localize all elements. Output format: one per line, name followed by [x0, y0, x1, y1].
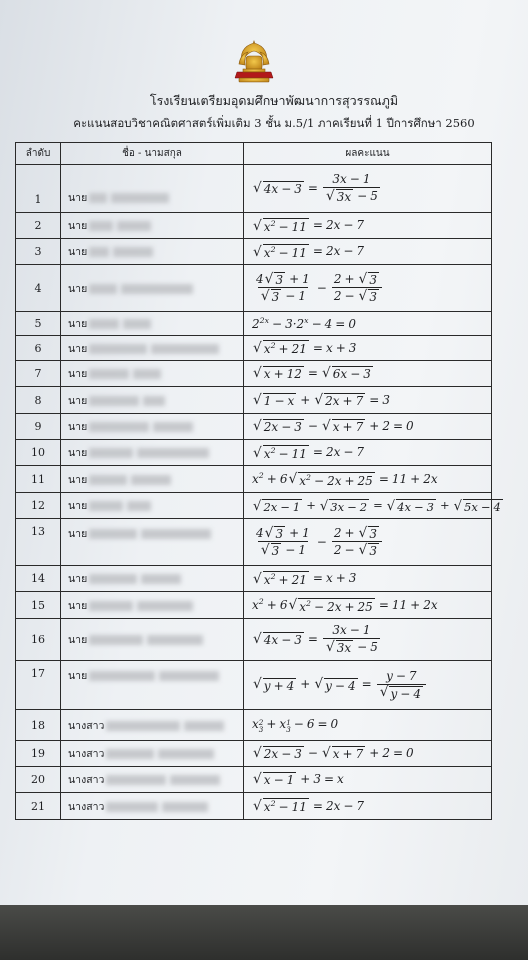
redacted-name-block [170, 775, 220, 785]
score-equation: √ 2x − 1 + √ 3x − 2 = √ 4x − 3 + √ 5x − 4 [244, 493, 492, 519]
row-number: 21 [16, 793, 61, 820]
row-number: 7 [16, 361, 61, 387]
score-equation: √ $x^2 - 11$ = 2x − 7 [244, 213, 492, 239]
redacted-name-block [106, 775, 166, 785]
score-equation: √ $x^2 + 21$ = x + 3 [244, 566, 492, 592]
redacted-name-block [89, 635, 143, 645]
row-number: 8 [16, 387, 61, 414]
name-prefix: นางสาว [68, 748, 105, 760]
redacted-name-block [106, 721, 180, 731]
table-row [16, 566, 492, 592]
table-row [16, 361, 492, 387]
row-number: 19 [16, 741, 61, 767]
redacted-name-block [141, 529, 211, 539]
redacted-name-block [89, 574, 137, 584]
redacted-name-block [117, 221, 151, 231]
name-prefix: นาย [68, 573, 88, 585]
score-equation: 4 √ 3 + 1 √ 3 − 1 − 2 + √ 3 2 − √ 3 [244, 519, 492, 566]
name-prefix: นาย [68, 394, 88, 407]
row-number: 14 [16, 566, 61, 592]
header-score: ผลคะแนน [244, 143, 492, 165]
table-row [16, 466, 492, 493]
redacted-name-block [151, 344, 219, 354]
row-number: 9 [16, 414, 61, 440]
table-row [16, 710, 492, 741]
student-name [61, 387, 244, 414]
table-row [16, 793, 492, 820]
name-prefix: นาย [68, 368, 88, 380]
redacted-name-block [123, 319, 151, 329]
name-prefix: นาย [68, 634, 88, 646]
score-equation: √ $x^2 - 11$ = 2x − 7 [244, 440, 492, 466]
redacted-name-block [127, 501, 151, 511]
row-number: 12 [16, 493, 61, 519]
score-equation: √ 1 − x + √ 2x + 7 = 3 [244, 387, 492, 414]
redacted-name-block [137, 601, 193, 611]
student-name [61, 767, 244, 793]
student-name [61, 239, 244, 265]
score-table [15, 142, 501, 820]
score-equation: $x^2 + 6$ √ $x^2 - 2x + 25$ = 11 + 2x [244, 466, 492, 493]
student-name [61, 165, 244, 213]
student-name [61, 592, 244, 619]
row-number: 1 [16, 165, 61, 213]
student-name [61, 312, 244, 336]
row-number: 20 [16, 767, 61, 793]
table-row [16, 767, 492, 793]
name-prefix: นาย [68, 528, 88, 540]
row-number: 6 [16, 336, 61, 361]
score-equation: √ $x^2 - 11$ = 2x − 7 [244, 239, 492, 265]
redacted-name-block [89, 396, 139, 406]
student-name [61, 336, 244, 361]
name-prefix: นาย [68, 670, 88, 682]
redacted-name-block [131, 475, 171, 485]
name-prefix: นาย [68, 342, 88, 355]
score-equation: √ $x^2 - 11$ = 2x − 7 [244, 793, 492, 820]
redacted-name-block [143, 396, 165, 406]
score-equation: 4 √ 3 + 1 √ 3 − 1 − 2 + √ 3 2 − √ 3 [244, 265, 492, 312]
name-prefix: นาย [68, 192, 88, 204]
row-number: 3 [16, 239, 61, 265]
table-row [16, 213, 492, 239]
table-row [16, 336, 492, 361]
name-prefix: นาย [68, 447, 88, 459]
name-prefix: นางสาว [68, 800, 105, 813]
row-number: 5 [16, 312, 61, 336]
row-number: 2 [16, 213, 61, 239]
table-row [16, 165, 492, 213]
score-equation: $x^2 + 6$ √ $x^2 - 2x + 25$ = 11 + 2x [244, 592, 492, 619]
redacted-name-block [89, 344, 147, 354]
redacted-name-block [106, 802, 158, 812]
student-name [61, 213, 244, 239]
table-row [16, 741, 492, 767]
score-equation: √ y + 4 + √ y − 4 = y − 7 √ y − 4 [244, 661, 492, 710]
redacted-name-block [113, 247, 153, 257]
name-prefix: นางสาว [68, 719, 105, 732]
redacted-name-block [89, 247, 109, 257]
table-row [16, 312, 492, 336]
table-row [16, 239, 492, 265]
table-row [16, 592, 492, 619]
table-row [16, 493, 492, 519]
background-floor [0, 905, 528, 960]
row-number: 13 [16, 519, 61, 566]
table-header-row [16, 143, 492, 165]
student-name [61, 414, 244, 440]
name-prefix: นาย [68, 246, 88, 258]
name-prefix: นางสาว [68, 774, 105, 786]
name-prefix: นาย [68, 282, 88, 295]
student-name [61, 793, 244, 820]
student-name [61, 661, 244, 710]
table-row [16, 661, 492, 710]
table-row [16, 265, 492, 312]
redacted-name-block [153, 422, 193, 432]
redacted-name-block [89, 193, 107, 203]
score-equation: √ $x^2 + 21$ = x + 3 [244, 336, 492, 361]
redacted-name-block [159, 671, 219, 681]
student-name [61, 566, 244, 592]
redacted-name-block [89, 501, 123, 511]
redacted-name-block [89, 529, 137, 539]
redacted-name-block [89, 671, 155, 681]
name-prefix: นาย [68, 318, 88, 330]
redacted-name-block [89, 475, 127, 485]
redacted-name-block [162, 802, 208, 812]
student-name [61, 466, 244, 493]
student-name [61, 440, 244, 466]
row-number: 18 [16, 710, 61, 741]
redacted-name-block [89, 422, 149, 432]
redacted-name-block [158, 749, 214, 759]
table-row [16, 619, 492, 661]
score-equation: x 2 3 + x 1 3 − 6 = 0 [244, 710, 492, 741]
redacted-name-block [106, 749, 154, 759]
score-equation: √ 2x − 3 − √ x + 7 + 2 = 0 [244, 414, 492, 440]
student-name [61, 519, 244, 566]
student-name [61, 493, 244, 519]
student-name [61, 741, 244, 767]
redacted-name-block [89, 221, 113, 231]
document-subtitle: คะแนนสอบวิชาคณิตศาสตร์เพิ่มเติม 3 ชั้น ม.5/1 ภาคเรียนที่ 1 ปีการศึกษา 2560 [73, 116, 475, 130]
student-name [61, 710, 244, 741]
score-equation: √ 4x − 3 = 3x − 1 √ 3x − 5 [244, 165, 492, 213]
redacted-name-block [89, 369, 129, 379]
redacted-name-block [121, 284, 193, 294]
row-number: 11 [16, 466, 61, 493]
row-number: 15 [16, 592, 61, 619]
redacted-name-block [89, 601, 133, 611]
score-equation: √ x + 12 = √ 6x − 3 [244, 361, 492, 387]
redacted-name-block [133, 369, 161, 379]
redacted-name-block [184, 721, 224, 731]
redacted-name-block [141, 574, 181, 584]
table-row [16, 440, 492, 466]
score-equation: $2^{2x} - 3\cdot 2^x - 4 = 0$ [244, 312, 492, 336]
school-name: โรงเรียนเตรียมอุดมศึกษาพัฒนาการสุวรรณภูมิ [149, 93, 399, 108]
name-prefix: นาย [68, 473, 88, 486]
row-number: 10 [16, 440, 61, 466]
row-number: 16 [16, 619, 61, 661]
name-prefix: นาย [68, 599, 88, 612]
student-name [61, 619, 244, 661]
score-equation: √ 4x − 3 = 3x − 1 √ 3x − 5 [244, 619, 492, 661]
row-number: 17 [16, 661, 61, 710]
header-name: ชื่อ - นามสกุล [61, 143, 244, 165]
school-crest-icon [229, 38, 279, 86]
redacted-name-block [111, 193, 169, 203]
student-name [61, 361, 244, 387]
score-equation: √ 2x − 3 − √ x + 7 + 2 = 0 [244, 741, 492, 767]
redacted-name-block [89, 284, 117, 294]
table-row [16, 414, 492, 440]
name-prefix: นาย [68, 220, 88, 232]
redacted-name-block [89, 448, 133, 458]
student-name [61, 265, 244, 312]
name-prefix: นาย [68, 500, 88, 512]
header-no: ลำดับ [16, 143, 61, 165]
table-row [16, 519, 492, 566]
row-number: 4 [16, 265, 61, 312]
name-prefix: นาย [68, 421, 88, 433]
redacted-name-block [137, 448, 209, 458]
table-row [16, 387, 492, 414]
redacted-name-block [147, 635, 203, 645]
score-equation: √ x − 1 + 3 = x [244, 767, 492, 793]
redacted-name-block [89, 319, 119, 329]
